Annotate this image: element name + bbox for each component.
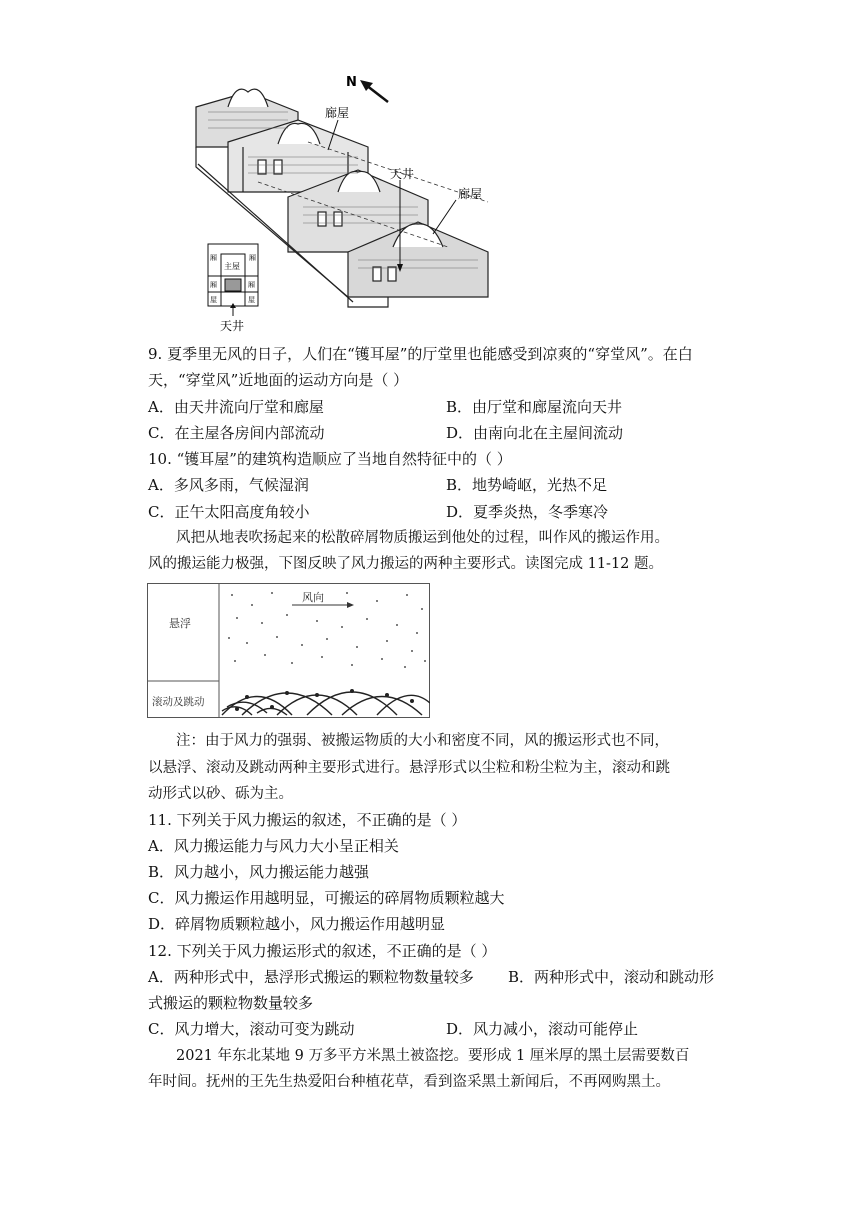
wind-transport-diagram	[147, 583, 430, 718]
q9-stem-1: 9. 夏季里无风的日子，人们在“镬耳屋”的厅堂里也能感受到凉爽的“穿堂风”。在白	[148, 345, 693, 363]
q10-option-b: B．地势崎岖，光热不足	[446, 476, 608, 494]
suspension-label: 悬浮	[169, 617, 191, 630]
passage2-line2: 年时间。抚州的王先生热爱阳台种植花草，看到盗采黑土新闻后，不再网购黑土。	[148, 1074, 670, 1090]
inset-cell-6: 屋	[248, 296, 255, 304]
q11-option-c: C．风力搬运作用越明显，可搬运的碎屑物质颗粒越大	[148, 889, 505, 907]
q12-option-d: D．风力减小，滚动可能停止	[446, 1020, 639, 1038]
wind-direction-label: 风向	[302, 591, 324, 604]
house-drawing	[188, 72, 500, 334]
q9-option-c: C．在主屋各房间内部流动	[148, 424, 325, 442]
q12-option-b-2: 式搬运的颗粒物数量较多	[148, 994, 314, 1012]
q12-option-a: A．两种形式中，悬浮形式搬运的颗粒物数量较多	[148, 968, 474, 986]
q9-option-d: D．由南向北在主屋间流动	[446, 424, 624, 442]
passage1-line1: 风把从地表吹扬起来的松散碎屑物质搬运到他处的过程，叫作风的搬运作用。	[176, 530, 669, 546]
label-courtyard-bottom: 天井	[220, 319, 245, 333]
note-line2: 以悬浮、滚动及跳动两种主要形式进行。悬浮形式以尘粒和粉尘粒为主，滚动和跳	[148, 760, 670, 776]
inset-cell-main: 主屋	[224, 262, 240, 271]
q10-option-c: C．正午太阳高度角较小	[148, 503, 310, 521]
inset-cell-3: 厢	[210, 281, 217, 289]
house-illustration	[188, 72, 500, 334]
q12-option-b-1: B．两种形式中，滚动和跳动形	[508, 968, 715, 986]
q9-option-a: A．由天井流向厅堂和廊屋	[148, 398, 324, 416]
q10-stem: 10. “镬耳屋”的建筑构造顺应了当地自然特征中的（ ）	[148, 450, 512, 468]
wind-transport-svg	[147, 583, 430, 718]
q11-option-b: B．风力越小，风力搬运能力越强	[148, 863, 370, 881]
q10-option-d: D．夏季炎热，冬季寒冷	[446, 503, 609, 521]
label-corridor-top: 廊屋	[325, 106, 350, 120]
q11-option-a: A．风力搬运能力与风力大小呈正相关	[148, 837, 399, 855]
inset-cell-4: 厢	[248, 281, 255, 289]
inset-cell-1: 厢	[210, 254, 217, 262]
inset-cell-5: 屋	[210, 296, 217, 304]
q11-option-d: D．碎屑物质颗粒越小，风力搬运作用越明显	[148, 915, 446, 933]
note-line1: 注：由于风力的强弱、被搬运物质的大小和密度不同，风的搬运形式也不同，	[176, 733, 669, 749]
q10-option-a: A．多风多雨，气候湿润	[148, 476, 309, 494]
passage2-line1: 2021 年东北某地 9 万多平方米黑土被盗挖。要形成 1 厘米厚的黑土层需要数百	[176, 1048, 690, 1064]
note-line3: 动形式以砂、砾为主。	[148, 786, 293, 802]
q11-stem: 11. 下列关于风力搬运的叙述，不正确的是（ ）	[148, 811, 467, 829]
q12-stem: 12. 下列关于风力搬运形式的叙述，不正确的是（ ）	[148, 942, 497, 960]
q9-option-b: B．由厅堂和廊屋流向天井	[446, 398, 623, 416]
passage1-line2: 风的搬运能力极强，下图反映了风力搬运的两种主要形式。读图完成 11-12 题。	[148, 556, 664, 572]
label-courtyard: 天井	[390, 167, 415, 181]
north-label: N	[346, 75, 357, 90]
inset-cell-2: 厢	[249, 254, 256, 262]
q9-stem-2: 天，“穿堂风”近地面的运动方向是（ ）	[148, 371, 409, 389]
rolling-label: 滚动及跳动	[152, 696, 205, 708]
label-corridor-right: 廊屋	[458, 187, 483, 201]
north-arrow-icon	[360, 80, 388, 102]
q12-option-c: C．风力增大，滚动可变为跳动	[148, 1020, 355, 1038]
